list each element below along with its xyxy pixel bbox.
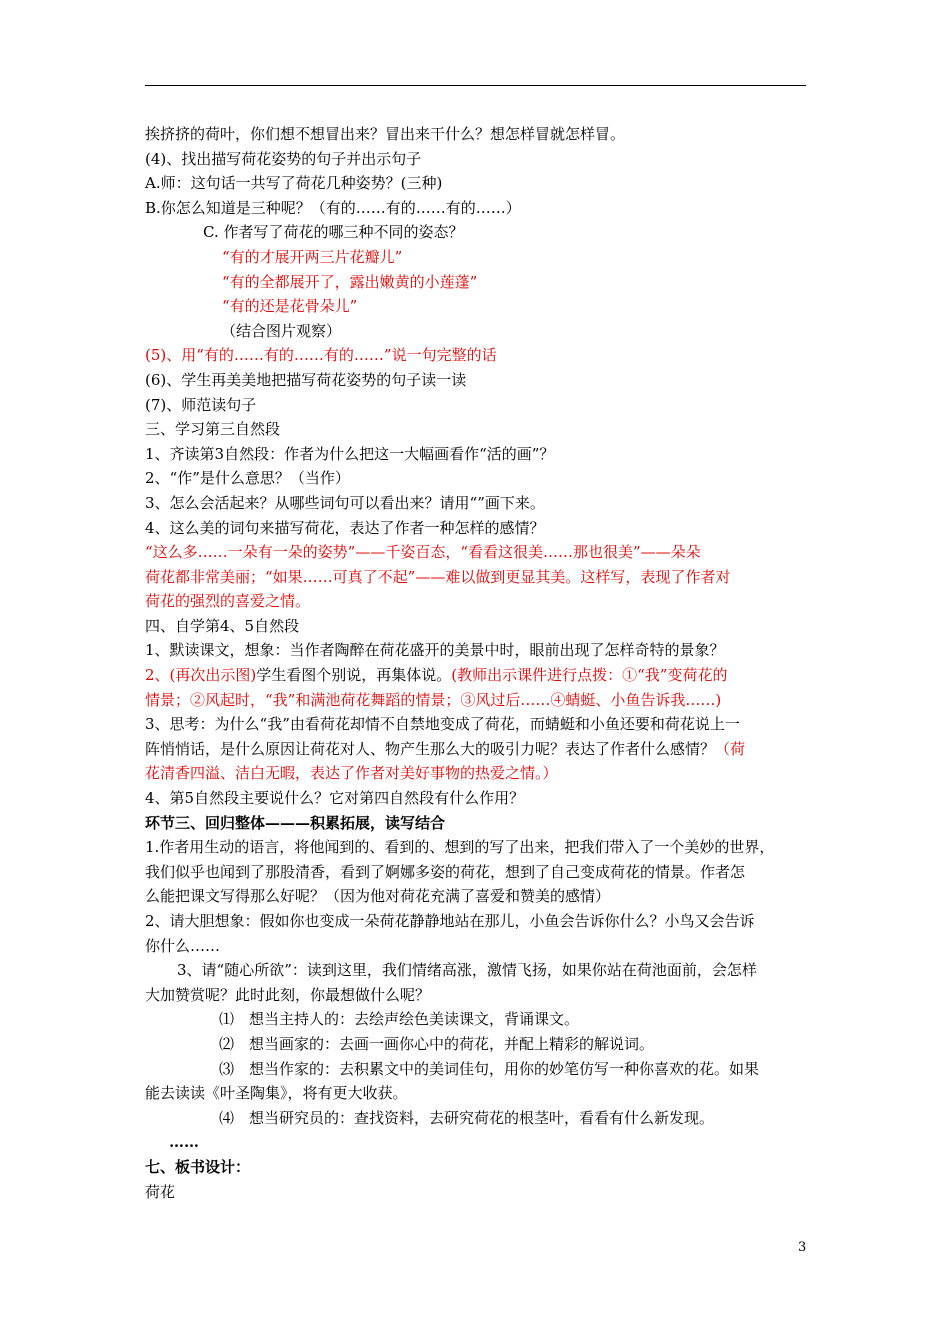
text-line: 1、默读课文，想象：当作者陶醉在荷花盛开的美景中时，眼前出现了怎样奇特的景象？ bbox=[145, 641, 725, 660]
text-line: 大加赞赏呢？此时此刻，你最想做什么呢？ bbox=[145, 985, 431, 1004]
text-line: （结合图片观察） bbox=[221, 321, 342, 340]
text-line: 2、“作”是什么意思？（当作） bbox=[145, 469, 350, 488]
text-line: (6)、学生再美美地把描写荷花姿势的句子读一读 bbox=[145, 370, 467, 389]
text-line: ⑶ 想当作家的：去积累文中的美词佳句，用你的妙笔仿写一种你喜欢的花。如果 bbox=[219, 1059, 760, 1078]
header-rule bbox=[145, 85, 806, 86]
line-text: 2、 bbox=[145, 666, 170, 685]
text-line: 3、思考：为什么“我”由看荷花却情不自禁地变成了荷花，而蜻蜓和小鱼还要和荷花说上一 bbox=[145, 715, 740, 734]
text-line: 3、怎么会活起来？从哪些词句可以看出来？请用“”画下来。 bbox=[145, 493, 545, 512]
line-text: 学生看图个别说，再集体说。 bbox=[256, 666, 452, 685]
text-line: 环节三、回归整体———积累拓展，读写结合 bbox=[145, 813, 446, 832]
lines-block-a bbox=[145, 122, 810, 663]
line-text: （荷 bbox=[715, 739, 746, 758]
text-line: 么能把课文写得那么好呢？（因为他对荷花充满了喜爱和赞美的感情） bbox=[145, 887, 611, 906]
text-line: 四、自学第4、5自然段 bbox=[145, 616, 300, 635]
text-line: 1.作者用生动的语言，将他闻到的、看到的、想到的写了出来，把我们带入了一个美妙的世界， bbox=[145, 838, 775, 857]
text-line: 挨挤挤的荷叶，你们想不想冒出来？冒出来干什么？想怎样冒就怎样冒。 bbox=[145, 125, 626, 143]
text-line: ⑷ 想当研究员的：查找资料，去研究荷花的根茎叶，看看有什么新发现。 bbox=[219, 1108, 715, 1127]
text-line: B.你怎么知道是三种呢？（有的……有的……有的……） bbox=[145, 198, 521, 217]
text-line: 情景；②风起时，“我”和满池荷花舞蹈的情景；③风过后……④蜻蜓、小鱼告诉我……) bbox=[145, 690, 722, 709]
text-line: 3、请“随心所欲”：读到这里，我们情绪高涨，激情飞扬，如果你站在荷池面前，会怎样 bbox=[177, 961, 757, 980]
text-line: 1、齐读第3自然段：作者为什么把这一大幅画看作“活的画”？ bbox=[145, 444, 555, 463]
line-attraction bbox=[145, 737, 810, 762]
text-line: “这么多……一朵有一朵的姿势”——千姿百态，“看看这很美……那也很美”——朵朵 bbox=[145, 543, 701, 562]
line-text: (教师出示课件进行点拨：①“我”变荷花的 bbox=[451, 666, 728, 685]
text-line: A.师：这句话一共写了荷花几种姿势？(三种) bbox=[145, 174, 443, 193]
text-line: 能去读读《叶圣陶集》，将有更大收获。 bbox=[145, 1084, 408, 1103]
text-line: 三、学习第三自然段 bbox=[145, 420, 281, 439]
text-line: 花清香四溢、洁白无暇，表达了作者对美好事物的热爱之情。） bbox=[145, 764, 558, 783]
text-line: ⑵ 想当画家的：去画一画你心中的荷花，并配上精彩的解说词。 bbox=[219, 1034, 655, 1053]
line-show-picture bbox=[145, 663, 810, 688]
text-line: C. 作者写了荷花的哪三种不同的姿态？ bbox=[203, 223, 464, 242]
text-line: (7)、师范读句子 bbox=[145, 395, 257, 414]
text-line: 我们似乎也闻到了那股清香，看到了婀娜多姿的荷花，想到了自己变成荷花的情景。作者怎 bbox=[145, 862, 746, 881]
text-line: (4)、找出描写荷花姿势的句子并出示句子 bbox=[145, 149, 422, 168]
line-text: (再次出示图) bbox=[169, 666, 257, 685]
line-text: 阵悄悄话，是什么原因让荷花对人、物产生那么大的吸引力呢？表达了作者什么感情？ bbox=[145, 739, 716, 758]
text-line: 2、请大胆想象：假如你也变成一朵荷花静静地站在那儿，小鱼会告诉你什么？小鸟又会告诉 bbox=[145, 912, 755, 930]
page-number: 3 bbox=[798, 1240, 807, 1255]
text-line: 你什么…… bbox=[145, 936, 221, 955]
text-line: “有的全都展开了，露出嫩黄的小莲蓬” bbox=[222, 272, 478, 291]
text-line: 4、这么美的词句来描写荷花，表达了作者一种怎样的感情？ bbox=[145, 518, 545, 537]
text-line: ⑴ 想当主持人的：去绘声绘色美读课文，背诵课文。 bbox=[219, 1010, 580, 1029]
text-line: “有的还是花骨朵儿” bbox=[222, 297, 358, 316]
text-line: 荷花的强烈的喜爱之情。 bbox=[145, 592, 311, 611]
text-line: 七、板书设计： bbox=[145, 1157, 251, 1176]
document-body bbox=[145, 122, 810, 1204]
lines-block-c bbox=[145, 761, 810, 1204]
text-line: (5)、用“有的……有的……有的……”说一句完整的话 bbox=[145, 346, 497, 365]
text-line: “有的才展开两三片花瓣儿” bbox=[222, 247, 403, 266]
text-line: …… bbox=[169, 1133, 199, 1152]
text-line: 4、第5自然段主要说什么？它对第四自然段有什么作用？ bbox=[145, 789, 525, 808]
text-line: 荷花 bbox=[145, 1182, 176, 1201]
text-line: 荷花都非常美丽；“如果……可真了不起”——难以做到更显其美。这样写，表现了作者对 bbox=[145, 567, 731, 586]
lines-block-b bbox=[145, 688, 810, 737]
